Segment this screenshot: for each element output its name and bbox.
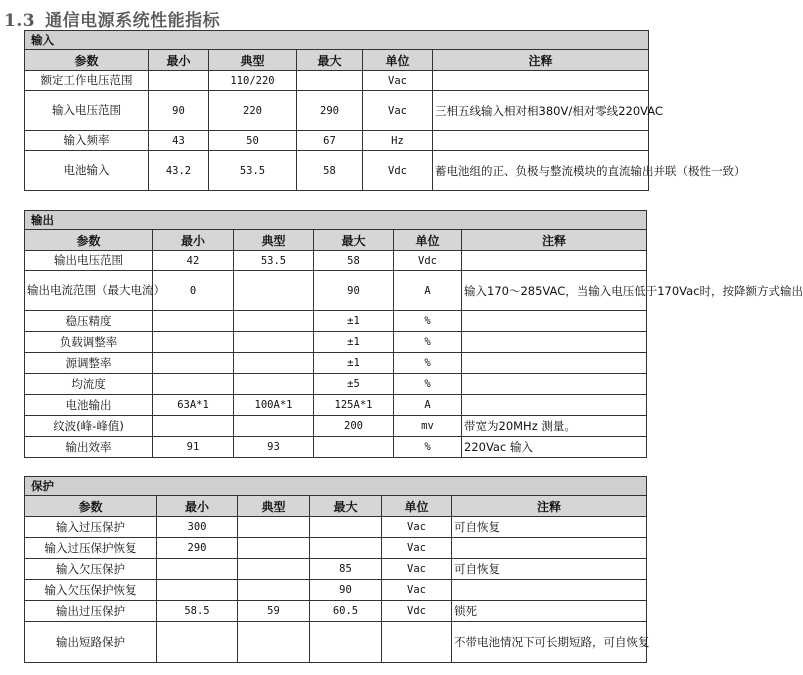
table-row [25,622,647,663]
unit-cell: Vac [382,559,452,580]
typical-cell [238,622,310,663]
note-cell [433,131,649,151]
param-cell: 输入欠压保护恢复 [25,580,157,601]
min-cell: 58.5 [157,601,238,622]
param-cell: 负载调整率 [25,332,153,353]
max-cell: 290 [297,91,363,131]
typical-cell [234,416,314,437]
typical-cell [234,311,314,332]
typical-cell [238,580,310,601]
note-header: 注释 [452,496,647,517]
typical-cell: 53.5 [209,151,297,191]
header-row [25,50,649,71]
note-cell [452,580,647,601]
note-cell: 输入170～285VAC，当输入电压低于170Vac时，按降额方式输出 [462,271,647,311]
max-header: 最大 [297,50,363,71]
note-cell: 带宽为20MHz 测量。 [462,416,647,437]
table-row [25,601,647,622]
unit-cell: Vdc [363,151,433,191]
param-header: 参数 [25,230,153,251]
min-cell: 42 [153,251,234,271]
max-cell: ±1 [314,353,394,374]
note-header: 注释 [462,230,647,251]
unit-cell: Vdc [382,601,452,622]
min-cell [157,580,238,601]
unit-cell: Vac [382,580,452,601]
unit-cell: Vdc [394,251,462,271]
param-cell: 输出电流范围（最大电流） [25,271,153,311]
note-cell: 锁死 [452,601,647,622]
typical-cell: 100A*1 [234,395,314,416]
note-header: 注释 [433,50,649,71]
unit-cell: % [394,311,462,332]
param-cell: 输出短路保护 [25,622,157,663]
note-cell: 可自恢复 [452,559,647,580]
min-cell [153,416,234,437]
typical-cell [238,559,310,580]
table-row [25,395,647,416]
table-row [25,131,649,151]
param-cell: 输入过压保护 [25,517,157,538]
unit-header: 单位 [382,496,452,517]
max-cell: ±5 [314,374,394,395]
min-cell [153,311,234,332]
note-cell: 可自恢复 [452,517,647,538]
note-cell: 蓄电池组的正、负极与整流模块的直流输出并联（极性一致） [433,151,649,191]
section-title: 输入 [25,31,649,50]
note-cell: 不带电池情况下可长期短路，可自恢复 [452,622,647,663]
max-header: 最大 [310,496,382,517]
max-cell [297,71,363,91]
min-cell: 43 [149,131,209,151]
typical-cell [234,353,314,374]
max-cell: 125A*1 [314,395,394,416]
unit-cell: % [394,374,462,395]
min-cell: 0 [153,271,234,311]
section-title: 输出 [25,211,647,230]
unit-cell: Vac [363,71,433,91]
max-cell: 60.5 [310,601,382,622]
note-cell [462,395,647,416]
max-header: 最大 [314,230,394,251]
max-cell: 67 [297,131,363,151]
unit-cell: Vac [382,517,452,538]
note-cell [462,353,647,374]
unit-cell: mv [394,416,462,437]
max-cell: 90 [310,580,382,601]
note-cell [462,332,647,353]
typical-cell: 110/220 [209,71,297,91]
param-cell: 输出过压保护 [25,601,157,622]
unit-cell: Vac [363,91,433,131]
min-cell: 300 [157,517,238,538]
max-cell: 200 [314,416,394,437]
table-row [25,517,647,538]
typical-cell: 59 [238,601,310,622]
table-row [25,71,649,91]
note-cell [462,311,647,332]
note-cell: 三相五线输入相对相380V/相对零线220VAC [433,91,649,131]
table-row [25,151,649,191]
param-cell: 纹波(峰-峰值) [25,416,153,437]
typical-header: 典型 [238,496,310,517]
min-cell [153,353,234,374]
max-cell [314,437,394,458]
param-cell: 均流度 [25,374,153,395]
typical-cell: 50 [209,131,297,151]
table-row [25,559,647,580]
param-cell: 输入频率 [25,131,149,151]
typical-cell [238,517,310,538]
table-row [25,353,647,374]
typical-cell [234,374,314,395]
header-row [25,496,647,517]
max-cell: ±1 [314,311,394,332]
table-row [25,538,647,559]
min-cell [153,374,234,395]
min-header: 最小 [149,50,209,71]
unit-cell: A [394,395,462,416]
max-cell [310,538,382,559]
typical-cell [234,271,314,311]
max-cell [310,622,382,663]
param-cell: 输入电压范围 [25,91,149,131]
min-cell [153,332,234,353]
table-row [25,91,649,131]
max-cell: 58 [314,251,394,271]
input-spec-table [24,30,746,191]
max-cell: 58 [297,151,363,191]
note-cell [462,251,647,271]
note-cell [462,374,647,395]
section-title: 保护 [25,477,647,496]
unit-cell: % [394,437,462,458]
param-header: 参数 [25,50,149,71]
table-row [25,437,647,458]
min-header: 最小 [153,230,234,251]
min-cell: 43.2 [149,151,209,191]
note-cell [433,71,649,91]
param-header: 参数 [25,496,157,517]
unit-cell: Vac [382,538,452,559]
unit-cell: % [394,353,462,374]
param-cell: 电池输出 [25,395,153,416]
param-cell: 额定工作电压范围 [25,71,149,91]
param-cell: 输入过压保护恢复 [25,538,157,559]
note-cell: 220Vac 输入 [462,437,647,458]
unit-cell: A [394,271,462,311]
min-header: 最小 [157,496,238,517]
table-row [25,580,647,601]
typical-cell: 53.5 [234,251,314,271]
min-cell [157,622,238,663]
unit-header: 单位 [394,230,462,251]
max-cell [310,517,382,538]
param-cell: 输出效率 [25,437,153,458]
param-cell: 输出电压范围 [25,251,153,271]
unit-cell: % [394,332,462,353]
header-row [25,230,647,251]
table-row [25,416,647,437]
table-row [25,374,647,395]
table-row [25,332,647,353]
param-cell: 电池输入 [25,151,149,191]
protection-spec-table [24,476,650,663]
param-cell: 稳压精度 [25,311,153,332]
min-cell: 290 [157,538,238,559]
typical-cell: 220 [209,91,297,131]
table-row [25,311,647,332]
heading-title: 通信电源系统性能指标 [45,11,221,31]
typical-cell [234,332,314,353]
min-cell: 90 [149,91,209,131]
output-spec-table [24,210,803,458]
unit-header: 单位 [363,50,433,71]
min-cell: 63A*1 [153,395,234,416]
typical-header: 典型 [209,50,297,71]
min-cell [149,71,209,91]
unit-cell: Hz [363,131,433,151]
table-row [25,271,647,311]
unit-cell [382,622,452,663]
section-heading [4,6,220,31]
max-cell: 85 [310,559,382,580]
param-cell: 输入欠压保护 [25,559,157,580]
param-cell: 源调整率 [25,353,153,374]
max-cell: 90 [314,271,394,311]
note-cell [452,538,647,559]
min-cell: 91 [153,437,234,458]
typical-cell [238,538,310,559]
table-row [25,251,647,271]
typical-header: 典型 [234,230,314,251]
heading-number: 1.3 [4,11,36,31]
max-cell: ±1 [314,332,394,353]
min-cell [157,559,238,580]
typical-cell: 93 [234,437,314,458]
